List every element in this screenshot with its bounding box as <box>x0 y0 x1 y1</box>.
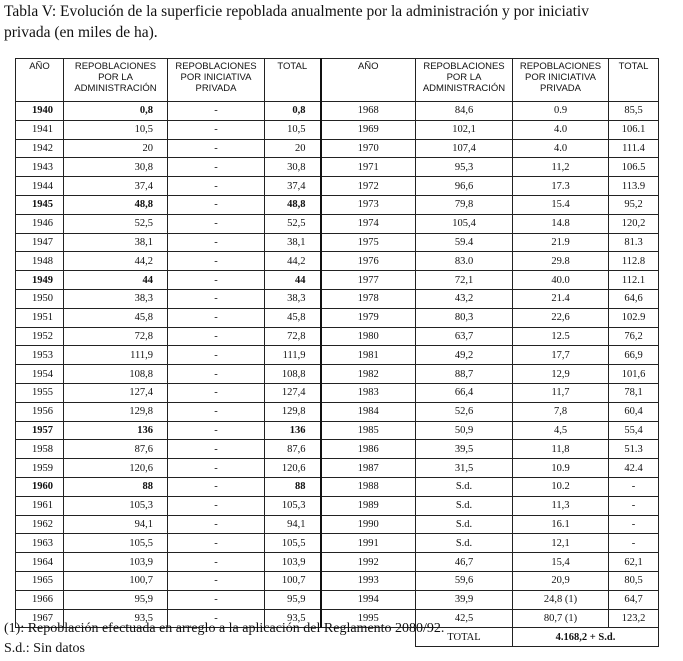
cell-private: 40.0 <box>513 271 609 290</box>
cell-total: 72,8 <box>265 327 321 346</box>
table-row <box>16 402 659 421</box>
cell-total: 105,3 <box>265 496 321 515</box>
cell-private: 15,4 <box>513 553 609 572</box>
table-row <box>16 252 659 271</box>
cell-year: 1973 <box>321 195 416 214</box>
cell-total: 30,8 <box>265 158 321 177</box>
cell-year: 1948 <box>16 252 64 271</box>
cell-admin: 72,1 <box>416 271 513 290</box>
cell-total: 51.3 <box>609 440 659 459</box>
cell-admin: 49,2 <box>416 346 513 365</box>
cell-admin: 38,1 <box>64 233 168 252</box>
cell-admin: 52,6 <box>416 402 513 421</box>
cell-private: 15.4 <box>513 195 609 214</box>
cell-admin: 95,3 <box>416 158 513 177</box>
cell-private: - <box>168 308 265 327</box>
cell-total: 10,5 <box>265 120 321 139</box>
cell-admin: 63,7 <box>416 327 513 346</box>
cell-admin: 105,4 <box>416 214 513 233</box>
cell-total: 80,5 <box>609 571 659 590</box>
footnote-1: (1): Repoblación efectuada en arreglo a la aplicación del Reglamento 2080/92. <box>4 621 445 636</box>
cell-total: 64,7 <box>609 590 659 609</box>
table-row <box>16 421 659 440</box>
cell-admin: 52,5 <box>64 214 168 233</box>
cell-private: - <box>168 365 265 384</box>
cell-admin: 94,1 <box>64 515 168 534</box>
cell-admin: 59,6 <box>416 571 513 590</box>
table-row <box>16 459 659 478</box>
caption-line-1: Tabla V: Evolución de la superficie repoblada anualmente por la administración y por iniciativ <box>4 3 589 20</box>
cell-admin: 80,3 <box>416 308 513 327</box>
cell-private: 4.0 <box>513 120 609 139</box>
table-row <box>16 158 659 177</box>
cell-total: 120,6 <box>265 459 321 478</box>
cell-private: 7,8 <box>513 402 609 421</box>
cell-admin: 108,8 <box>64 365 168 384</box>
cell-year: 1951 <box>16 308 64 327</box>
cell-total: 44,2 <box>265 252 321 271</box>
cell-total: 38,3 <box>265 289 321 308</box>
cell-total: 45,8 <box>265 308 321 327</box>
cell-private: 20,9 <box>513 571 609 590</box>
cell-total: 81.3 <box>609 233 659 252</box>
cell-year: 1965 <box>16 571 64 590</box>
cell-year: 1981 <box>321 346 416 365</box>
header-total: TOTAL <box>609 59 659 102</box>
cell-total: 64,6 <box>609 289 659 308</box>
cell-private: 0.9 <box>513 102 609 121</box>
cell-total: 55,4 <box>609 421 659 440</box>
cell-total: 95,2 <box>609 195 659 214</box>
cell-year: 1966 <box>16 590 64 609</box>
total-label: TOTAL <box>416 628 513 647</box>
cell-admin: 45,8 <box>64 308 168 327</box>
cell-admin: 105,3 <box>64 496 168 515</box>
cell-private: - <box>168 139 265 158</box>
cell-year: 1942 <box>16 139 64 158</box>
cell-private: 11,7 <box>513 383 609 402</box>
cell-total: 100,7 <box>265 571 321 590</box>
table-row <box>16 271 659 290</box>
cell-private: 29.8 <box>513 252 609 271</box>
cell-year: 1946 <box>16 214 64 233</box>
cell-admin: 127,4 <box>64 383 168 402</box>
cell-year: 1960 <box>16 477 64 496</box>
cell-private: - <box>168 233 265 252</box>
table-row <box>16 102 659 121</box>
cell-total: 66,9 <box>609 346 659 365</box>
cell-admin: 38,3 <box>64 289 168 308</box>
table-row <box>16 177 659 196</box>
table-row <box>16 327 659 346</box>
table-row <box>16 214 659 233</box>
cell-year: 1993 <box>321 571 416 590</box>
cell-total: 0,8 <box>265 102 321 121</box>
cell-admin: 44 <box>64 271 168 290</box>
cell-private: 10.2 <box>513 477 609 496</box>
cell-admin: 48,8 <box>64 195 168 214</box>
table-body <box>16 102 659 647</box>
cell-private: - <box>168 327 265 346</box>
cell-private: - <box>168 440 265 459</box>
cell-year: 1940 <box>16 102 64 121</box>
cell-year: 1968 <box>321 102 416 121</box>
table-row <box>16 289 659 308</box>
table-row <box>16 515 659 534</box>
table-row <box>16 383 659 402</box>
cell-private: 11,2 <box>513 158 609 177</box>
cell-admin: 0,8 <box>64 102 168 121</box>
cell-admin: 136 <box>64 421 168 440</box>
cell-total: 112.8 <box>609 252 659 271</box>
cell-admin: 43,2 <box>416 289 513 308</box>
cell-private: 4,5 <box>513 421 609 440</box>
cell-year: 1954 <box>16 365 64 384</box>
cell-year: 1991 <box>321 534 416 553</box>
cell-total: - <box>609 515 659 534</box>
cell-admin: S.d. <box>416 515 513 534</box>
cell-year: 1971 <box>321 158 416 177</box>
cell-admin: 59.4 <box>416 233 513 252</box>
cell-total: 78,1 <box>609 383 659 402</box>
cell-total: 42.4 <box>609 459 659 478</box>
cell-year: 1987 <box>321 459 416 478</box>
cell-total: 60,4 <box>609 402 659 421</box>
cell-total: 129,8 <box>265 402 321 421</box>
cell-year: 1967 <box>16 609 64 628</box>
cell-admin: S.d. <box>416 496 513 515</box>
cell-private: 16.1 <box>513 515 609 534</box>
cell-admin: S.d. <box>416 477 513 496</box>
table-row <box>16 120 659 139</box>
cell-total: 103,9 <box>265 553 321 572</box>
cell-admin: 87,6 <box>64 440 168 459</box>
cell-private: 24,8 (1) <box>513 590 609 609</box>
cell-year: 1995 <box>321 609 416 628</box>
cell-year: 1979 <box>321 308 416 327</box>
cell-admin: 111,9 <box>64 346 168 365</box>
cell-private: 4.0 <box>513 139 609 158</box>
cell-year: 1983 <box>321 383 416 402</box>
cell-year: 1947 <box>16 233 64 252</box>
cell-private: - <box>168 477 265 496</box>
cell-year: 1975 <box>321 233 416 252</box>
cell-private: - <box>168 534 265 553</box>
cell-private: - <box>168 421 265 440</box>
table-row <box>16 440 659 459</box>
cell-private: - <box>168 346 265 365</box>
cell-total: 95,9 <box>265 590 321 609</box>
cell-year: 1958 <box>16 440 64 459</box>
cell-admin: 103,9 <box>64 553 168 572</box>
cell-year: 1961 <box>16 496 64 515</box>
cell-total: 93,5 <box>265 609 321 628</box>
cell-total: - <box>609 477 659 496</box>
cell-total: 127,4 <box>265 383 321 402</box>
cell-private: - <box>168 571 265 590</box>
table-row <box>16 365 659 384</box>
cell-year: 1984 <box>321 402 416 421</box>
cell-total: 113.9 <box>609 177 659 196</box>
cell-total: 76,2 <box>609 327 659 346</box>
cell-private: 80,7 (1) <box>513 609 609 628</box>
cell-total: 48,8 <box>265 195 321 214</box>
cell-year: 1943 <box>16 158 64 177</box>
cell-year: 1945 <box>16 195 64 214</box>
cell-total: 88 <box>265 477 321 496</box>
cell-year: 1980 <box>321 327 416 346</box>
cell-total: 106.5 <box>609 158 659 177</box>
cell-admin: 83.0 <box>416 252 513 271</box>
cell-year: 1955 <box>16 383 64 402</box>
cell-private: - <box>168 102 265 121</box>
cell-total: 87,6 <box>265 440 321 459</box>
cell-year: 1988 <box>321 477 416 496</box>
total-value: 4.168,2 + S.d. <box>513 628 659 647</box>
cell-total: 111.4 <box>609 139 659 158</box>
table-row <box>16 195 659 214</box>
cell-private: 12,9 <box>513 365 609 384</box>
cell-private: - <box>168 383 265 402</box>
cell-admin: 42,5 <box>416 609 513 628</box>
table-row <box>16 571 659 590</box>
cell-admin: 88 <box>64 477 168 496</box>
cell-admin: 102,1 <box>416 120 513 139</box>
cell-total: 44 <box>265 271 321 290</box>
cell-total: 37,4 <box>265 177 321 196</box>
cell-private: - <box>168 553 265 572</box>
cell-private: - <box>168 252 265 271</box>
cell-admin: 105,5 <box>64 534 168 553</box>
cell-admin: 96,6 <box>416 177 513 196</box>
cell-private: 12.5 <box>513 327 609 346</box>
header-admin: REPOBLACIONES POR LA ADMINISTRACIÓN <box>64 59 168 102</box>
cell-admin: 84,6 <box>416 102 513 121</box>
cell-total: 52,5 <box>265 214 321 233</box>
cell-admin: 100,7 <box>64 571 168 590</box>
cell-private: - <box>168 515 265 534</box>
table-header-row <box>16 59 659 102</box>
header-year: AÑO <box>321 59 416 102</box>
cell-private: - <box>168 459 265 478</box>
table-caption <box>4 1 683 43</box>
cell-year: 1969 <box>321 120 416 139</box>
table-row <box>16 590 659 609</box>
cell-year: 1974 <box>321 214 416 233</box>
cell-year: 1990 <box>321 515 416 534</box>
cell-total: 102.9 <box>609 308 659 327</box>
cell-total: 20 <box>265 139 321 158</box>
header-admin: REPOBLACIONES POR LA ADMINISTRACIÓN <box>416 59 513 102</box>
cell-year: 1978 <box>321 289 416 308</box>
header-total: TOTAL <box>265 59 321 102</box>
cell-year: 1982 <box>321 365 416 384</box>
cell-total: 123,2 <box>609 609 659 628</box>
cell-admin: 30,8 <box>64 158 168 177</box>
cell-total: 105,5 <box>265 534 321 553</box>
cell-admin: 50,9 <box>416 421 513 440</box>
header-year: AÑO <box>16 59 64 102</box>
cell-year: 1962 <box>16 515 64 534</box>
cell-year: 1941 <box>16 120 64 139</box>
cell-private: - <box>168 402 265 421</box>
cell-private: - <box>168 120 265 139</box>
table-row <box>16 534 659 553</box>
cell-private: - <box>168 590 265 609</box>
cell-total: 94,1 <box>265 515 321 534</box>
cell-year: 1950 <box>16 289 64 308</box>
cell-private: 21.4 <box>513 289 609 308</box>
cell-year: 1963 <box>16 534 64 553</box>
cell-year: 1992 <box>321 553 416 572</box>
table-row <box>16 346 659 365</box>
cell-admin: 79,8 <box>416 195 513 214</box>
cell-admin: 129,8 <box>64 402 168 421</box>
table-row <box>16 477 659 496</box>
cell-year: 1970 <box>321 139 416 158</box>
cell-private: - <box>168 214 265 233</box>
cell-year: 1994 <box>321 590 416 609</box>
cell-admin: 44,2 <box>64 252 168 271</box>
cell-private: 12,1 <box>513 534 609 553</box>
cell-admin: 39,5 <box>416 440 513 459</box>
cell-year: 1976 <box>321 252 416 271</box>
cell-total: 111,9 <box>265 346 321 365</box>
cell-total: 106.1 <box>609 120 659 139</box>
cell-year: 1953 <box>16 346 64 365</box>
table-row <box>16 496 659 515</box>
cell-admin: 20 <box>64 139 168 158</box>
cell-admin: 10,5 <box>64 120 168 139</box>
cell-total: - <box>609 534 659 553</box>
table-row <box>16 308 659 327</box>
cell-admin: 46,7 <box>416 553 513 572</box>
cell-total: 120,2 <box>609 214 659 233</box>
cell-private: 17.3 <box>513 177 609 196</box>
cell-private: - <box>168 177 265 196</box>
reforestation-table <box>15 58 659 647</box>
cell-total: 38,1 <box>265 233 321 252</box>
cell-total: - <box>609 496 659 515</box>
cell-year: 1956 <box>16 402 64 421</box>
table-row <box>16 233 659 252</box>
cell-total: 62,1 <box>609 553 659 572</box>
cell-admin: 120,6 <box>64 459 168 478</box>
cell-private: 22,6 <box>513 308 609 327</box>
caption-line-2: privada (en miles de ha). <box>4 24 158 41</box>
cell-total: 108,8 <box>265 365 321 384</box>
cell-total: 85,5 <box>609 102 659 121</box>
header-private: REPOBLACIONES POR INICIATIVA PRIVADA <box>513 59 609 102</box>
cell-total: 136 <box>265 421 321 440</box>
cell-admin: 39,9 <box>416 590 513 609</box>
cell-admin: 95,9 <box>64 590 168 609</box>
cell-year: 1944 <box>16 177 64 196</box>
cell-year: 1986 <box>321 440 416 459</box>
cell-total: 101,6 <box>609 365 659 384</box>
cell-admin: 31,5 <box>416 459 513 478</box>
cell-private: 10.9 <box>513 459 609 478</box>
cell-private: 11,3 <box>513 496 609 515</box>
cell-admin: 37,4 <box>64 177 168 196</box>
cell-private: - <box>168 289 265 308</box>
cell-private: 21.9 <box>513 233 609 252</box>
cell-admin: 107,4 <box>416 139 513 158</box>
cell-admin: 93,5 <box>64 609 168 628</box>
cell-year: 1985 <box>321 421 416 440</box>
cell-year: 1972 <box>321 177 416 196</box>
cell-year: 1989 <box>321 496 416 515</box>
cell-year: 1952 <box>16 327 64 346</box>
cell-year: 1949 <box>16 271 64 290</box>
cell-private: - <box>168 158 265 177</box>
table-row <box>16 139 659 158</box>
cell-admin: 72,8 <box>64 327 168 346</box>
header-private: REPOBLACIONES POR INICIATIVA PRIVADA <box>168 59 265 102</box>
cell-private: 14.8 <box>513 214 609 233</box>
cell-admin: S.d. <box>416 534 513 553</box>
cell-private: - <box>168 195 265 214</box>
cell-year: 1964 <box>16 553 64 572</box>
cell-year: 1957 <box>16 421 64 440</box>
cell-total: 112.1 <box>609 271 659 290</box>
cell-private: - <box>168 271 265 290</box>
cell-admin: 88,7 <box>416 365 513 384</box>
cell-year: 1959 <box>16 459 64 478</box>
cell-private: 17,7 <box>513 346 609 365</box>
cell-private: - <box>168 609 265 628</box>
cell-private: - <box>168 496 265 515</box>
footnote-2: S.d.: Sin datos <box>4 641 85 656</box>
cell-private: 11,8 <box>513 440 609 459</box>
cell-year: 1977 <box>321 271 416 290</box>
table-row <box>16 553 659 572</box>
cell-admin: 66,4 <box>416 383 513 402</box>
